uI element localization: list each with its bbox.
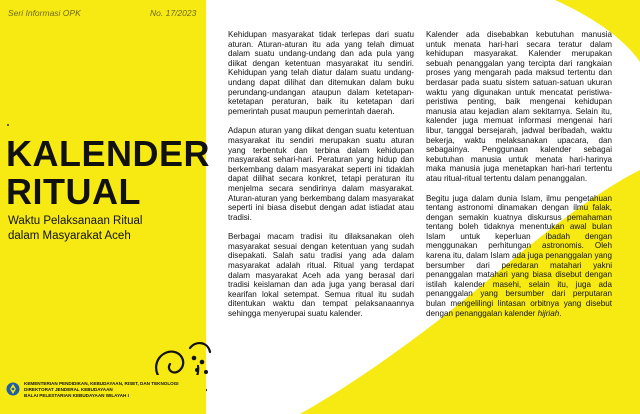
- subtitle-line-2: dalam Masyarakat Aceh: [8, 230, 131, 242]
- dot-mark: [7, 124, 9, 126]
- ministry-logo-icon: [6, 382, 20, 396]
- paragraph-b2-text: Begitu juga dalam dunia Islam, ilmu pengetahuan tentang astronomi dinamakan dengan ilmu falak, dengan semakin kuatnya diskursus pemahaman tentang boleh tidaknya menentukan awal bulan Islam untuk keperluan ibadah dengan menggunakan perhitungan astronomis. Oleh karena itu, dalam Islam ada juga penanggalan yang bersumber dari peredaran matahari yakni penanggalan matahari yang biasa disebut dengan istilah kalender masehi, selain itu, juga ada penanggalan yang bersumber dari perputaran bulan mengelilingi lintasan orbitnya yang disebut dengan penanggalan kalender: [426, 193, 612, 318]
- footer-line-1: KEMENTERIAN PENDIDIKAN, KEBUDAYAAN, RISET, DAN TEKNOLOGI: [24, 381, 179, 386]
- footer-line-2: DIREKTORAT JENDERAL KEBUDAYAAN: [24, 387, 113, 393]
- cover-title-block: [6, 133, 211, 244]
- footer-institution: [24, 381, 204, 400]
- paragraph-a3: Berbagai macam tradisi itu dilaksanakan oleh masyarakat sesuai dengan ketentuan yang sudah disepakati. Salah satu tradisi yang ada dalam masyarakat adalah ritual. Ritual yang terdapat dalam masyarakat Aceh ada yang berasal dari tradisi keislaman dan ada juga yang berasal dari kearifan lokal setempat. Semua ritual itu sudah ditentukan waktu dan tempat pelaksanaannya sehingga menyerupai suatu kalender.: [228, 232, 414, 319]
- title-line-1: KALENDER: [6, 133, 211, 174]
- subtitle-line-1: Waktu Pelaksanaan Ritual: [8, 215, 143, 227]
- footer-line-3: BALAI PELESTARIAN KEBUDAYAAN WILAYAH I: [24, 393, 129, 399]
- paragraph-b2-end: .: [559, 308, 562, 318]
- text-column-right: [426, 30, 612, 328]
- paragraph-a1: Kehidupan masyarakat tidak terlepas dari suatu aturan. Aturan-aturan itu ada yang telah dimuat dalam suatu undang-undang dan ada pula yang diikat dengan ketentuan masyarakat itu sendiri. Kehidupan yang telah diatur dalam suatu undang-undang dapat dilihat dan ditemukan dalam buku perundang-undangan ataupun dalam ketetapan-ketetapan peraturan, baik itu ketetapan dari pemerintah pusat maupun pemerintah daerah.: [228, 30, 414, 116]
- series-label: Seri Informasi OPK: [8, 8, 81, 18]
- issue-number: No. 17/2023: [150, 8, 197, 18]
- hijriah-italic: hijriah: [537, 308, 560, 318]
- paragraph-b2: [426, 194, 612, 319]
- text-column-left: [228, 30, 414, 329]
- title-line-2: RITUAL: [6, 171, 141, 212]
- subtitle: [6, 214, 204, 244]
- paragraph-a2: Adapun aturan yang diikat dengan suatu ketentuan masyarakat itu sendiri merupakan suatu aturan yang terbentuk dan terbina dalam kehidupan masyarakat sehari-hari. Peraturan yang hidup dan berkembang dalam masyarakat seperti ini tidaklah dapat dilihat secara konkret, tetapi peraturan itu menjelma secara sendirinya dalam masyarakat. Aturan-aturan yang berkembang dalam masyarakat seperti ini biasa disebut dengan adat istiadat atau tradisi.: [228, 126, 414, 222]
- paragraph-b1: Kalender ada disebabkan kebutuhan manusia untuk menata hari-hari secara teratur dalam kehidupan masyarakat. Kalender merupakan sebuah penanggalan yang tercipta dari rangkaian proses yang mengarah pada maksud tertentu dan berdasar pada suatu sistem satuan-satuan ukuran waktu yang digunakan untuk mencatat peristiwa-peristiwa penting, baik mengenai kehidupan manusia atau kejadian alam sekitarnya. Selain itu, kalender juga memuat informasi mengenai hari libur, tanggal bersejarah, jadwal beribadah, waktu bekerja, waktu melaksanakan upacara, dan sebagainya. Penggunaan kalender sebagai kebutuhan manusia untuk menata hari-harinya maka manusia juga menetapkan hari-hari tertentu atau ritual-ritual tertentu dalam penanggalan.: [426, 30, 612, 183]
